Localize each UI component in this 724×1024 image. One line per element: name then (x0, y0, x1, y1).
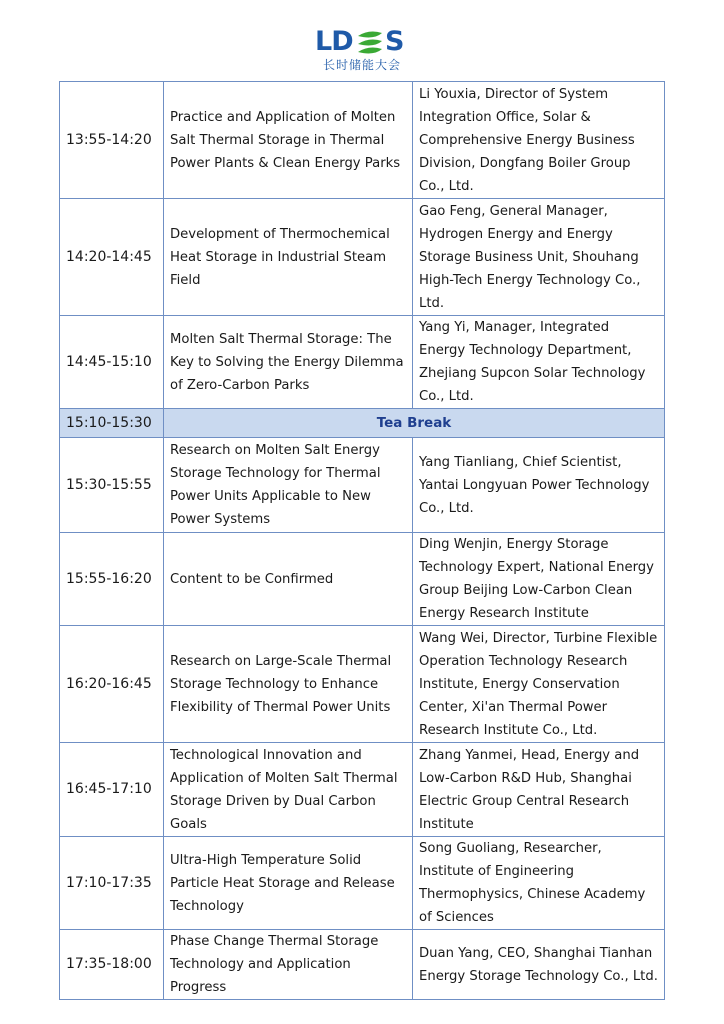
agenda-row (60, 82, 665, 199)
agenda-row (60, 626, 665, 743)
tea-break-row (60, 409, 665, 438)
session-time: 16:45-17:10 (60, 743, 164, 837)
session-time: 13:55-14:20 (60, 82, 164, 199)
session-speaker: Duan Yang, CEO, Shanghai Tianhan Energy Storage Technology Co., Ltd. (413, 930, 665, 1000)
session-speaker: Song Guoliang, Researcher, Institute of Engineering Thermophysics, Chinese Academy of Sciences (413, 837, 665, 930)
session-time: 15:30-15:55 (60, 438, 164, 533)
session-topic: Content to be Confirmed (164, 533, 413, 626)
logo-letters-ld: LD (315, 26, 353, 57)
session-topic: Practice and Application of Molten Salt Thermal Storage in Thermal Power Plants & Clean Energy Parks (164, 82, 413, 199)
agenda-table (59, 81, 665, 1000)
agenda-row (60, 743, 665, 837)
agenda-row (60, 199, 665, 316)
session-topic: Development of Thermochemical Heat Storage in Industrial Steam Field (164, 199, 413, 316)
session-topic: Research on Molten Salt Energy Storage Technology for Thermal Power Units Applicable to New Power Systems (164, 438, 413, 533)
session-topic: Research on Large-Scale Thermal Storage Technology to Enhance Flexibility of Thermal Power Units (164, 626, 413, 743)
break-time: 15:10-15:30 (60, 409, 164, 438)
session-speaker: Yang Tianliang, Chief Scientist, Yantai Longyuan Power Technology Co., Ltd. (413, 438, 665, 533)
agenda-row (60, 316, 665, 409)
session-speaker: Zhang Yanmei, Head, Energy and Low-Carbon R&D Hub, Shanghai Electric Group Central Research Institute (413, 743, 665, 837)
ldes-logo (315, 28, 409, 74)
session-time: 17:10-17:35 (60, 837, 164, 930)
agenda-row (60, 930, 665, 1000)
logo-letter-s: S (385, 26, 404, 57)
session-topic: Technological Innovation and Application of Molten Salt Thermal Storage Driven by Dual Carbon Goals (164, 743, 413, 837)
session-speaker: Li Youxia, Director of System Integration Office, Solar & Comprehensive Energy Business Division, Dongfang Boiler Group Co., Ltd. (413, 82, 665, 199)
session-time: 17:35-18:00 (60, 930, 164, 1000)
logo-wordmark (315, 28, 409, 55)
session-speaker: Wang Wei, Director, Turbine Flexible Operation Technology Research Institute, Energy Conservation Center, Xi'an Thermal Power Research Institute Co., Ltd. (413, 626, 665, 743)
session-time: 15:55-16:20 (60, 533, 164, 626)
break-label: Tea Break (164, 409, 665, 438)
logo-chinese-subtitle: 长时储能大会 (322, 58, 401, 72)
leaf-icon (355, 30, 385, 54)
session-time: 14:45-15:10 (60, 316, 164, 409)
agenda-row (60, 438, 665, 533)
session-speaker: Yang Yi, Manager, Integrated Energy Technology Department, Zhejiang Supcon Solar Technology Co., Ltd. (413, 316, 665, 409)
session-topic: Ultra-High Temperature Solid Particle Heat Storage and Release Technology (164, 837, 413, 930)
session-speaker: Gao Feng, General Manager, Hydrogen Energy and Energy Storage Business Unit, Shouhang High-Tech Energy Technology Co., Ltd. (413, 199, 665, 316)
session-time: 14:20-14:45 (60, 199, 164, 316)
session-speaker: Ding Wenjin, Energy Storage Technology Expert, National Energy Group Beijing Low-Carbon Clean Energy Research Institute (413, 533, 665, 626)
agenda-row (60, 837, 665, 930)
session-topic: Molten Salt Thermal Storage: The Key to Solving the Energy Dilemma of Zero-Carbon Parks (164, 316, 413, 409)
session-topic: Phase Change Thermal Storage Technology and Application Progress (164, 930, 413, 1000)
agenda-row (60, 533, 665, 626)
session-time: 16:20-16:45 (60, 626, 164, 743)
